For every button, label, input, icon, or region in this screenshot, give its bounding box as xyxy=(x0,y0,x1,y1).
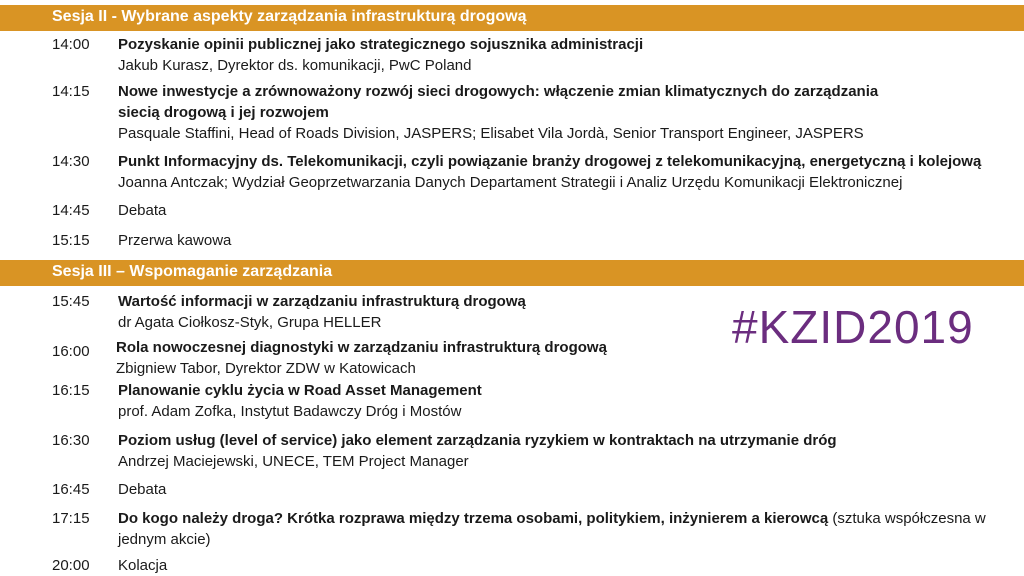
agenda-title: Przerwa kawowa xyxy=(118,232,232,249)
agenda-time: 14:30 xyxy=(52,153,90,170)
agenda-speaker: Zbigniew Tabor, Dyrektor ZDW w Katowicach xyxy=(116,360,416,377)
session-3-divider xyxy=(0,284,1024,286)
agenda-note: (sztuka współczesna w jednym akcie) xyxy=(118,510,986,548)
agenda-time: 17:15 xyxy=(52,510,90,527)
agenda-title: Nowe inwestycje a zrównoważony rozwój sieci drogowych: włączenie zmian klimatycznych do zarządzania siecią drogową i jej rozwojem xyxy=(118,83,879,121)
agenda-title: Kolacja xyxy=(118,557,168,574)
agenda-time: 15:15 xyxy=(52,232,90,249)
agenda-speaker: Jakub Kurasz, Dyrektor ds. komunikacji, PwC Poland xyxy=(118,57,472,74)
agenda-time: 14:45 xyxy=(52,202,90,219)
session-3-header xyxy=(0,260,1024,284)
agenda-speaker: dr Agata Ciołkosz-Styk, Grupa HELLER xyxy=(118,314,382,331)
session-2-header-text: Sesja II - Wybrane aspekty zarządzania infrastrukturą drogową xyxy=(52,8,527,25)
event-hashtag: #KZID2019 xyxy=(732,301,974,353)
agenda-speaker: Joanna Antczak; Wydział Geoprzetwarzania Danych Departament Strategii i Analiz Urzędu Komunikacji Elektronicznej xyxy=(118,174,903,191)
agenda-title: Pozyskanie opinii publicznej jako strategicznego sojusznika administracji xyxy=(118,36,644,53)
session-3-header-text: Sesja III – Wspomaganie zarządzania xyxy=(52,263,333,280)
agenda-title: Planowanie cyklu życia w Road Asset Management xyxy=(118,382,482,399)
agenda-speaker: Andrzej Maciejewski, UNECE, TEM Project Manager xyxy=(118,453,469,470)
agenda-title: Rola nowoczesnej diagnostyki w zarządzaniu infrastrukturą drogową xyxy=(116,339,607,356)
agenda-title: Poziom usług (level of service) jako element zarządzania ryzykiem w kontraktach na utrzymanie dróg xyxy=(118,432,837,449)
agenda-time: 14:15 xyxy=(52,83,90,100)
agenda-title: Punkt Informacyjny ds. Telekomunikacji, czyli powiązanie branży drogowej z telekomunikacyjną, energetyczną i kolejową xyxy=(118,153,982,170)
agenda-time: 16:15 xyxy=(52,382,90,399)
agenda-title: Wartość informacji w zarządzaniu infrastrukturą drogową xyxy=(118,293,526,310)
agenda-time: 16:00 xyxy=(52,343,90,360)
agenda-title: Do kogo należy droga? Krótka rozprawa między trzema osobami, politykiem, inżynierem a kierowcą xyxy=(118,510,829,527)
agenda-speaker: Pasquale Staffini, Head of Roads Division, JASPERS; Elisabet Vila Jordà, Senior Transport Engineer, JASPERS xyxy=(118,125,864,142)
agenda-speaker: prof. Adam Zofka, Instytut Badawczy Dróg i Mostów xyxy=(118,403,462,420)
agenda-time: 20:00 xyxy=(52,557,90,574)
agenda-time: 14:00 xyxy=(52,36,90,53)
session-2-header xyxy=(0,5,1024,29)
agenda-title: Debata xyxy=(118,481,167,498)
agenda-time: 15:45 xyxy=(52,293,90,310)
agenda-time: 16:45 xyxy=(52,481,90,498)
session-2-divider xyxy=(0,29,1024,31)
agenda-time: 16:30 xyxy=(52,432,90,449)
agenda-title: Debata xyxy=(118,202,167,219)
